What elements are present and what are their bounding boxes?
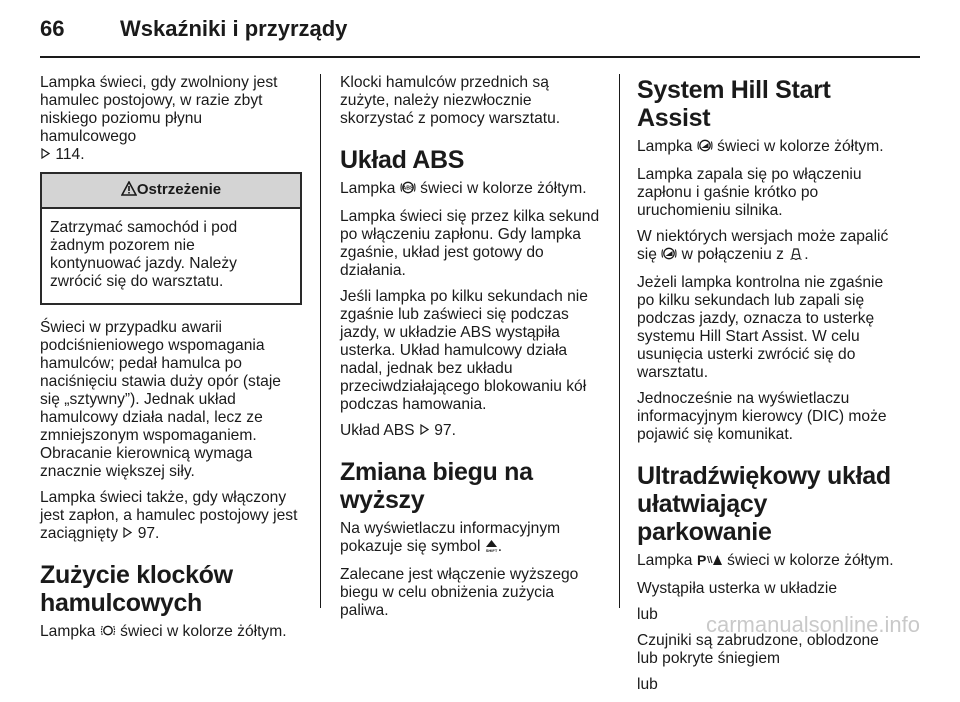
section-heading: System Hill Start Assist bbox=[637, 76, 831, 132]
paragraph-text: Lampka świeci, gdy zwolniony jest hamulec postojowy, w razie zbyt niskiego poziomu płynu hamulcowego bbox=[40, 74, 278, 145]
paragraph-text: Lampka bbox=[340, 180, 396, 197]
hill-start-assist-icon bbox=[697, 138, 713, 158]
column-middle bbox=[340, 74, 603, 628]
paragraph bbox=[340, 422, 603, 440]
paragraph: Lampka zapala się po włączeniu zapłonu i gaśnie krótko po uruchomieniu silnika. bbox=[637, 166, 862, 219]
paragraph: Wystąpiła usterka w układzie bbox=[637, 580, 838, 597]
paragraph bbox=[40, 489, 302, 543]
paragraph: Jednocześnie na wyświetlaczu informacyjnym kierowcy (DIC) może pojawić się komunikat. bbox=[637, 390, 887, 443]
page-reference-triangle-icon bbox=[123, 525, 132, 543]
page-reference: 97. bbox=[137, 525, 160, 542]
paragraph-text: Układ ABS bbox=[340, 422, 415, 439]
page-reference-triangle-icon bbox=[41, 146, 50, 164]
paragraph: Świeci w przypadku awarii podciśnieniowego wspomagania hamulców; pedał hamulca po naciśnięciu stawia duży opór (staje się „sztywny”). Jednak układ hamulcowy działa nadal, lecz ze zmniejszonym wspomaganiem. Obracanie kierownicą wymaga znacznie większej siły. bbox=[40, 319, 281, 480]
paragraph-text: Lampka świeci także, gdy włączony jest zapłon, a hamulec postojowy jest zaciągnięty bbox=[40, 489, 298, 542]
warning-box bbox=[40, 172, 302, 305]
hill-start-assist-icon bbox=[661, 246, 677, 266]
paragraph: W niektórych wersjach może zapalić się w połączeniu z . bbox=[637, 228, 902, 266]
paragraph: Jeżeli lampka kontrolna nie zgaśnie po kilku sekundach lub zapali się podczas jazdy, oznacza to usterkę systemu Hill Start Assist. W celu usunięcia usterki zwrócić się do warsztatu. bbox=[637, 274, 884, 381]
svg-text:SHIFT: SHIFT bbox=[485, 548, 498, 553]
page-reference: 97. bbox=[434, 422, 456, 439]
page-number: 66 bbox=[40, 16, 65, 41]
paragraph-text: świeci w kolorze żółtym. bbox=[420, 180, 587, 197]
paragraph-text: świeci w kolorze żółtym. bbox=[727, 552, 894, 569]
section-heading: Ultradźwiękowy układ ułatwiający parkowanie bbox=[637, 462, 891, 546]
paragraph-text: Na wyświetlaczu informacyjnym pokazuje się symbol bbox=[340, 520, 561, 555]
paragraph: Klocki hamulców przednich są zużyte, należy niezwłocznie skorzystać z pomocy warsztatu. bbox=[340, 74, 561, 127]
column-divider bbox=[320, 74, 321, 608]
paragraph: Zalecane jest włączenie wyższego biegu w celu obniżenia zużycia paliwa. bbox=[340, 566, 579, 619]
column-left bbox=[40, 74, 302, 651]
warning-text: Zatrzymać samochód i pod żadnym pozorem nie kontynuować jazdy. Należy zwrócić się do warsztatu. bbox=[50, 219, 238, 290]
paragraph-text: świeci w kolorze żółtym. bbox=[120, 623, 287, 640]
paragraph bbox=[40, 74, 302, 164]
page-reference: 114. bbox=[55, 146, 85, 163]
section-heading: Zużycie klocków hamulcowych bbox=[40, 561, 233, 617]
column-right bbox=[637, 74, 902, 702]
paragraph-text: Lampka bbox=[637, 138, 693, 155]
warning-title: Ostrzeżenie bbox=[136, 181, 222, 198]
warning-body bbox=[42, 209, 300, 303]
section-heading: Układ ABS bbox=[340, 146, 465, 174]
header-rule bbox=[40, 56, 920, 58]
watermark: carmanualsonline.info bbox=[705, 612, 920, 637]
page-reference-triangle-icon bbox=[420, 422, 429, 440]
esp-off-icon bbox=[788, 246, 804, 266]
page-title: Wskaźniki i przyrządy bbox=[120, 16, 348, 41]
svg-text:ABS: ABS bbox=[402, 185, 414, 192]
paragraph-text: Lampka bbox=[637, 552, 693, 569]
abs-warning-icon bbox=[400, 180, 416, 200]
warning-triangle-icon bbox=[121, 181, 137, 201]
brake-pad-wear-icon bbox=[100, 623, 116, 643]
page-header bbox=[40, 16, 920, 50]
svg-text:P: P bbox=[696, 552, 707, 567]
paragraph: lub bbox=[637, 676, 658, 693]
paragraph: lub bbox=[637, 606, 658, 623]
paragraph-text: świeci w kolorze żółtym. bbox=[717, 138, 884, 155]
shift-up-icon bbox=[485, 539, 498, 558]
park-assist-icon bbox=[697, 552, 723, 572]
paragraph: Lampka świeci się przez kilka sekund po włączeniu zapłonu. Gdy lampka zgaśnie, układ jest gotowy do działania. bbox=[340, 208, 600, 279]
paragraph: Czujniki są zabrudzone, oblodzone lub pokryte śniegiem bbox=[637, 632, 879, 667]
paragraph bbox=[40, 623, 302, 643]
paragraph bbox=[340, 180, 603, 200]
section-heading: Zmiana biegu na wyższy bbox=[340, 458, 533, 514]
paragraph-text: Lampka bbox=[40, 623, 96, 640]
warning-header bbox=[42, 174, 300, 209]
paragraph-text: w połączeniu z bbox=[681, 246, 784, 263]
column-divider bbox=[619, 74, 620, 608]
paragraph: Na wyświetlaczu informacyjnym pokazuje się symbol SHIFT . bbox=[340, 520, 603, 558]
paragraph bbox=[637, 552, 902, 572]
paragraph-text: W niektórych wersjach może zapalić się bbox=[637, 228, 889, 263]
paragraph bbox=[637, 138, 902, 158]
paragraph: Jeśli lampka po kilku sekundach nie zgaśnie lub zaświeci się podczas jazdy, w układzie ABS wystąpiła usterka. Układ hamulcowy działa nadal, jednak bez układu przeciwdziałającego blokowaniu kół podczas hamowania. bbox=[340, 288, 588, 413]
